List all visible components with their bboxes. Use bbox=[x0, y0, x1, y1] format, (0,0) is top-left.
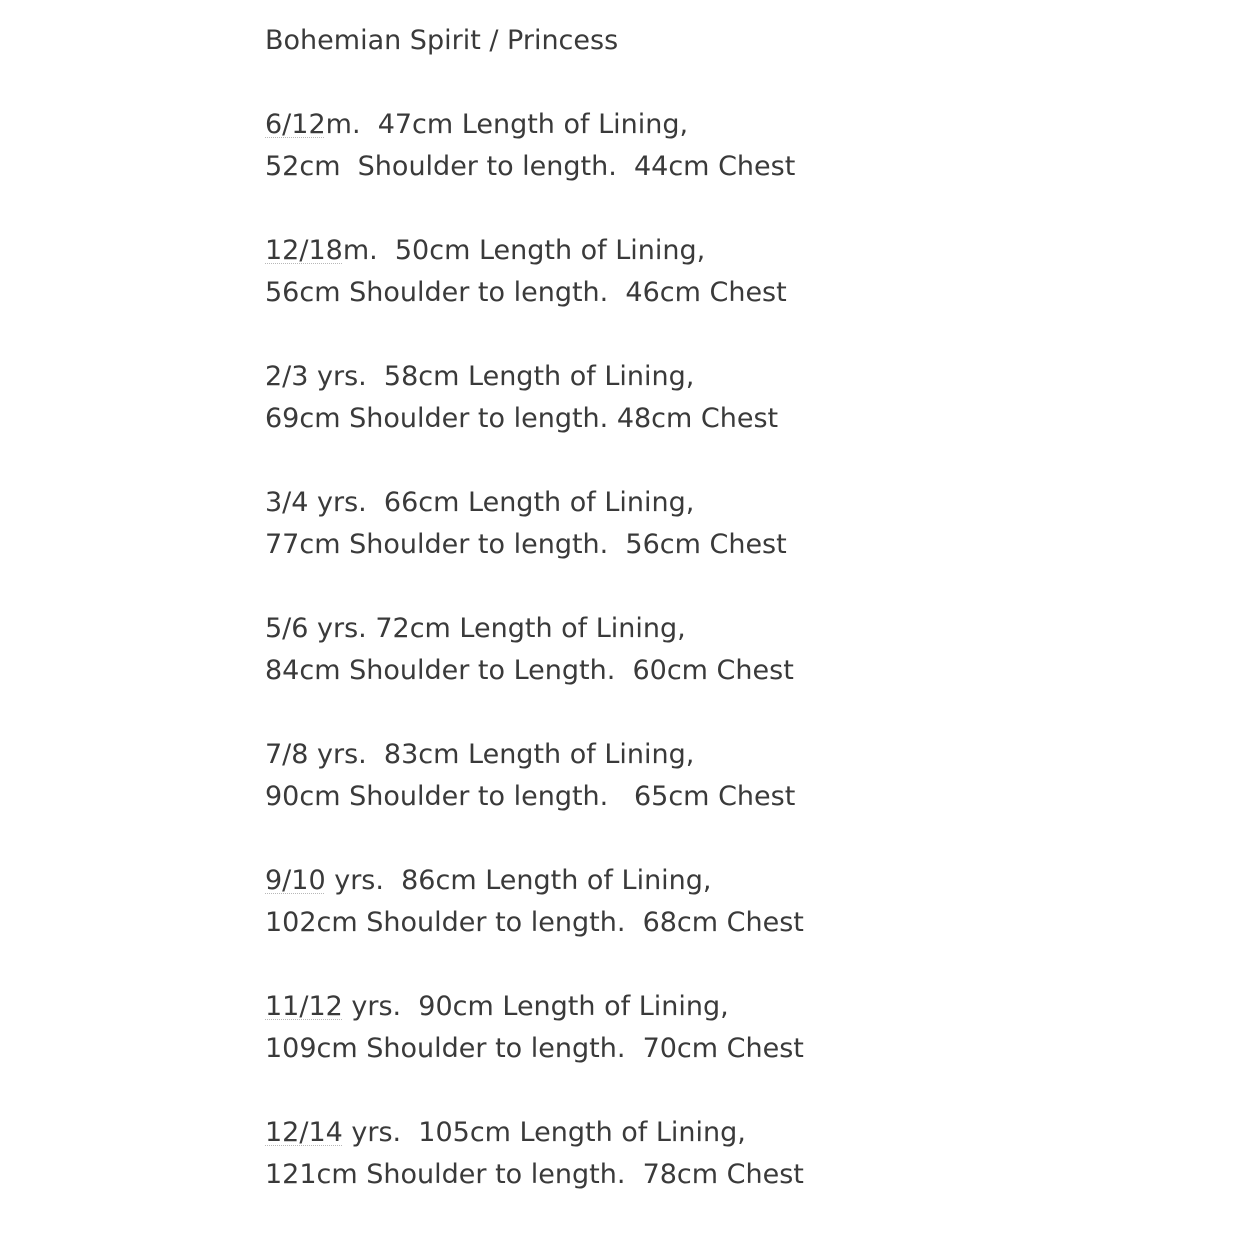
size-entry bbox=[265, 356, 1165, 440]
entry-line-2: 56cm Shoulder to length. 46cm Chest bbox=[265, 277, 787, 308]
size-label: 6/12 bbox=[265, 109, 326, 140]
lining-text: yrs. 90cm Length of Lining, bbox=[342, 991, 729, 1022]
size-label: 12/18 bbox=[265, 235, 343, 266]
document-title: Bohemian Spirit / Princess bbox=[265, 25, 619, 56]
lining-text: yrs. 66cm Length of Lining, bbox=[308, 487, 695, 518]
size-label: 5/6 bbox=[265, 613, 309, 644]
entry-line-2: 52cm Shoulder to length. 44cm Chest bbox=[265, 151, 796, 182]
entry-line-2: 69cm Shoulder to length. 48cm Chest bbox=[265, 403, 779, 434]
entry-line-1 bbox=[265, 482, 1165, 524]
entry-line-1 bbox=[265, 230, 1165, 272]
entry-line-1 bbox=[265, 986, 1165, 1028]
size-label: 2/3 bbox=[265, 361, 309, 392]
entry-line-2: 84cm Shoulder to Length. 60cm Chest bbox=[265, 655, 794, 686]
entry-line-1 bbox=[265, 860, 1165, 902]
lining-text: yrs. 86cm Length of Lining, bbox=[325, 865, 712, 896]
lining-text: yrs. 105cm Length of Lining, bbox=[342, 1117, 746, 1148]
entry-line-1 bbox=[265, 1112, 1165, 1154]
size-entry bbox=[265, 608, 1165, 692]
entry-line-2: 109cm Shoulder to length. 70cm Chest bbox=[265, 1033, 804, 1064]
entry-line-2: 121cm Shoulder to length. 78cm Chest bbox=[265, 1159, 804, 1190]
size-entry bbox=[265, 482, 1165, 566]
size-chart-document bbox=[265, 20, 1165, 1196]
entry-line-1 bbox=[265, 104, 1165, 146]
size-entry bbox=[265, 860, 1165, 944]
lining-text: yrs. 58cm Length of Lining, bbox=[308, 361, 695, 392]
entry-line-1 bbox=[265, 734, 1165, 776]
size-label: 12/14 bbox=[265, 1117, 343, 1148]
entry-line-2: 77cm Shoulder to length. 56cm Chest bbox=[265, 529, 787, 560]
lining-text: m. 50cm Length of Lining, bbox=[342, 235, 706, 266]
size-label: 7/8 bbox=[265, 739, 309, 770]
size-label: 11/12 bbox=[265, 991, 343, 1022]
entry-line-2: 102cm Shoulder to length. 68cm Chest bbox=[265, 907, 804, 938]
lining-text: yrs. 83cm Length of Lining, bbox=[308, 739, 695, 770]
entry-line-1 bbox=[265, 356, 1165, 398]
size-label: 9/10 bbox=[265, 865, 326, 896]
size-entry bbox=[265, 1112, 1165, 1196]
entry-line-1 bbox=[265, 608, 1165, 650]
size-entry bbox=[265, 230, 1165, 314]
entry-line-2: 90cm Shoulder to length. 65cm Chest bbox=[265, 781, 796, 812]
size-entry bbox=[265, 104, 1165, 188]
size-entry bbox=[265, 986, 1165, 1070]
lining-text: m. 47cm Length of Lining, bbox=[325, 109, 689, 140]
size-entry bbox=[265, 734, 1165, 818]
lining-text: yrs. 72cm Length of Lining, bbox=[308, 613, 686, 644]
size-label: 3/4 bbox=[265, 487, 309, 518]
